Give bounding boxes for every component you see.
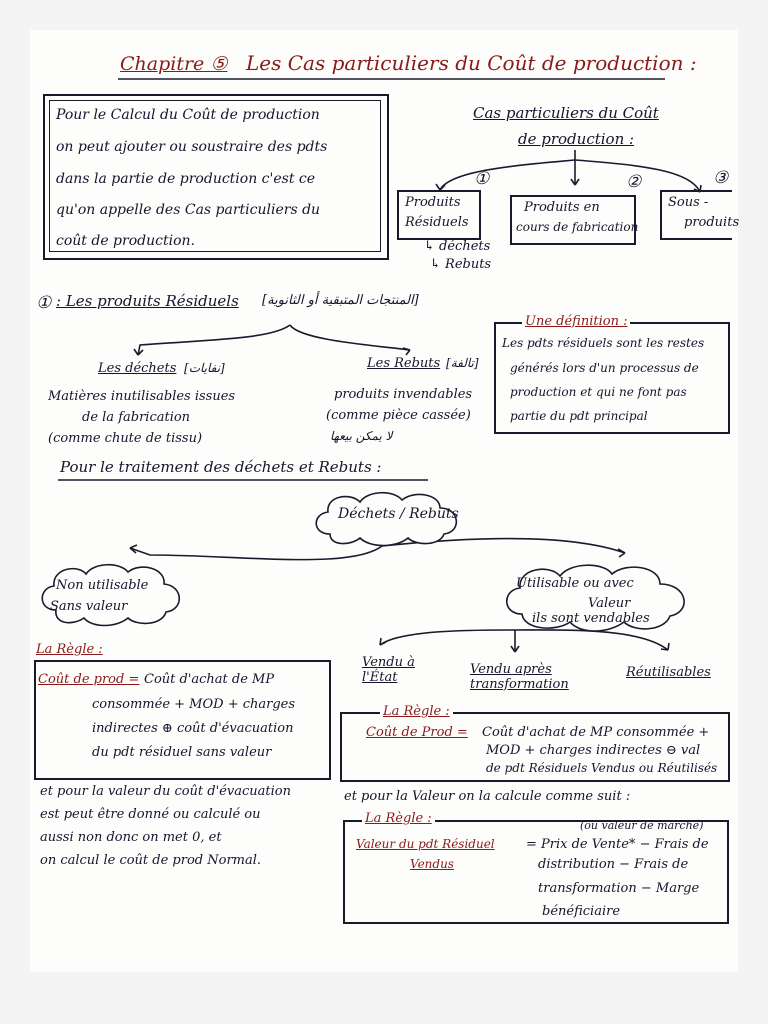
rebuts-line: produits invendables: [334, 387, 473, 402]
node-label: Produits: [405, 195, 461, 210]
left-note-line: est peut être donné ou calculé ou: [40, 807, 261, 822]
sub-item-rebuts: ↳ Rebuts: [430, 257, 492, 272]
cloud-left-line: Sans valeur: [50, 599, 128, 614]
tree-header: Cas particuliers du Coût: [473, 104, 659, 122]
dechets-title: Les déchets: [98, 361, 177, 376]
section-title: : Les produits Résiduels: [56, 292, 239, 310]
rebuts-title: Les Rebuts: [367, 356, 441, 371]
definition-line: Les pdts résiduels sont les restes: [502, 336, 705, 350]
cloud-right-line: Utilisable ou avec: [516, 576, 634, 591]
node-label: Sous -: [668, 195, 709, 210]
right-rule-label: La Règle :: [380, 705, 453, 718]
left-rule-line: indirectes ⊕ coût d'évacuation: [92, 721, 294, 736]
left-rule-line: consommée + MOD + charges: [92, 697, 296, 712]
intro-line: on peut ajouter ou soustraire des pdts: [56, 139, 328, 155]
valeur-note: et pour la Valeur on la calcule comme suit :: [344, 789, 631, 804]
cloud-right-line: ils sont vendables: [532, 611, 650, 626]
rebuts-arabic: [تالفة]: [446, 356, 479, 370]
right-rule-line: Coût d'achat de MP consommée +: [482, 725, 710, 740]
right-rule-line: MOD + charges indirectes ⊖ val: [486, 743, 701, 758]
bottom-rule-rhs: = Prix de Vente* − Frais de: [526, 837, 709, 852]
traitement-heading: Pour le traitement des déchets et Rebuts :: [60, 458, 382, 476]
right-rule-line: de pdt Résiduels Vendus ou Réutilisés: [486, 761, 718, 775]
dechets-line: (comme chute de tissu): [48, 431, 203, 446]
left-rule-label: La Règle :: [36, 642, 103, 657]
node-label: cours de fabrication: [516, 220, 639, 234]
left-note-line: on calcul le coût de prod Normal.: [40, 853, 262, 868]
right-rule-lhs: Coût de Prod =: [366, 725, 468, 740]
bottom-rule-lhs: Valeur du pdt Résiduel: [356, 837, 495, 851]
dechets-arabic: [نفايات]: [184, 361, 225, 375]
cloud-center-label: Déchets / Rebuts: [338, 506, 459, 522]
left-rule-lhs: Coût de prod =: [38, 672, 140, 687]
dechets-line: Matières inutilisables issues: [48, 389, 236, 404]
dechets-line: de la fabrication: [82, 410, 191, 425]
bottom-rule-lhs: Vendus: [410, 857, 454, 871]
cloud-right-line: Valeur: [588, 596, 631, 611]
bottom-rule-hint: (ou valeur de marché): [580, 819, 704, 832]
sub-item-dechets: ↳ déchets: [424, 239, 491, 254]
section-arabic: [المنتجات المتبقية أو الثانوية]: [262, 293, 419, 308]
cloud-left-line: Non utilisable: [56, 578, 149, 593]
left-note-line: et pour la valeur du coût d'évacuation: [40, 784, 291, 799]
bottom-rule-label: La Règle :: [362, 812, 435, 825]
option-vendu-transformation: Vendu après transformation: [470, 662, 569, 692]
intro-line: Pour le Calcul du Coût de production: [56, 107, 320, 123]
node-label: Produits en: [524, 200, 600, 215]
tree-number: ③: [713, 168, 729, 188]
intro-line: qu'on appelle des Cas particuliers du: [56, 202, 321, 218]
tree-number: ②: [626, 172, 642, 192]
tree-header: de production :: [518, 130, 635, 148]
tree-number: ①: [474, 169, 490, 189]
left-rule-line: Coût d'achat de MP: [144, 672, 275, 687]
bottom-rule-rhs: distribution − Frais de: [538, 857, 689, 872]
cloud-left-shape: [36, 560, 184, 630]
section-number: ①: [36, 293, 52, 313]
node-label: produits: [684, 215, 740, 230]
intro-line: coût de production.: [56, 233, 195, 249]
bottom-rule-rhs: bénéficiaire: [542, 904, 621, 919]
rebuts-line: لا يمكن بيعها: [330, 429, 393, 443]
option-vendu-etat: Vendu à l'État: [362, 655, 415, 685]
bottom-rule-box: [343, 820, 729, 924]
option-reutilisables: Réutilisables: [626, 665, 711, 680]
bottom-rule-rhs: transformation − Marge: [538, 881, 700, 896]
left-rule-line: du pdt résiduel sans valeur: [92, 745, 272, 760]
left-note-line: aussi non donc on met 0, et: [40, 830, 222, 845]
rebuts-line: (comme pièce cassée): [326, 408, 471, 423]
definition-line: générés lors d'un processus de: [510, 361, 699, 375]
definition-title: Une définition :: [522, 315, 630, 328]
definition-line: partie du pdt principal: [510, 409, 648, 423]
chapter-label: Chapitre ⑤: [120, 53, 228, 75]
page-title: Les Cas particuliers du Coût de production :: [246, 51, 697, 75]
definition-line: production et qui ne font pas: [510, 385, 687, 399]
node-label: Résiduels: [405, 215, 469, 230]
intro-line: dans la partie de production c'est ce: [56, 171, 316, 187]
